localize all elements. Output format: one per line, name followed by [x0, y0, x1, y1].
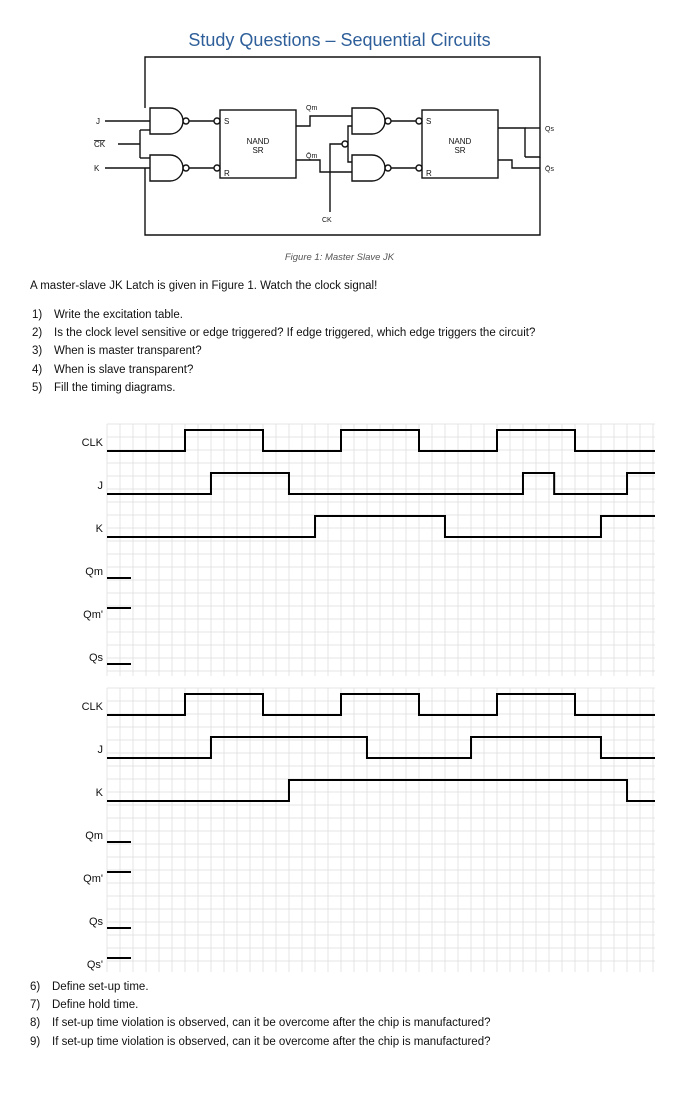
- signal-label: Qm': [83, 873, 103, 885]
- label-qs-bar: Q̄s: [545, 166, 554, 173]
- question-text: When is master transparent?: [54, 345, 202, 358]
- label-qm: Qm: [306, 105, 318, 112]
- timing-diagram-2: [0, 684, 679, 974]
- grid: [107, 424, 655, 676]
- question-number: 9): [30, 1035, 41, 1048]
- signal-label: J: [97, 480, 103, 492]
- page-title: Study Questions – Sequential Circuits: [188, 30, 491, 50]
- signal-label: J: [97, 744, 103, 756]
- grid: [107, 688, 655, 972]
- signal-label: CLK: [81, 437, 103, 449]
- question-number: 3): [32, 345, 43, 358]
- question-list-2: [30, 978, 491, 1051]
- waveform-clk: [107, 694, 655, 715]
- question-item: [32, 379, 535, 397]
- question-item: [32, 306, 535, 324]
- label-s2: S: [426, 117, 432, 126]
- intro-text: A master-slave JK Latch is given in Figure 1. Watch the clock signal!: [30, 280, 378, 292]
- slave-latch-label-line2: SR: [454, 146, 466, 155]
- question-list-1: [32, 306, 535, 397]
- label-ck-bottom: CK: [322, 217, 332, 224]
- slave-latch-label-line1: NAND: [448, 137, 472, 146]
- question-item: [30, 996, 491, 1014]
- question-number: 5): [32, 381, 43, 394]
- question-number: 7): [30, 999, 41, 1012]
- master-slave-jk-circuit: [0, 0, 679, 250]
- signal-label: K: [95, 787, 103, 799]
- question-number: 1): [32, 309, 43, 321]
- question-item: [30, 1033, 491, 1051]
- signal-label: Qs': [86, 959, 103, 971]
- question-number: 6): [30, 981, 41, 993]
- question-text: Define set-up time.: [52, 981, 149, 993]
- question-number: 4): [32, 363, 43, 376]
- master-latch-label-line2: SR: [252, 146, 264, 155]
- signal-label: Qs: [88, 652, 103, 664]
- signal-label: Qm: [85, 566, 103, 578]
- signal-label: Qs: [88, 916, 103, 928]
- label-qs: Qs: [545, 126, 554, 133]
- waveform-k: [107, 516, 655, 537]
- question-text: If set-up time violation is observed, can it be overcome after the chip is manufactured?: [52, 1035, 491, 1048]
- question-number: 2): [32, 327, 43, 340]
- question-text: Write the excitation table.: [54, 309, 183, 321]
- waveform-clk: [107, 430, 655, 451]
- figure-caption: Figure 1: Master Slave JK: [284, 252, 395, 263]
- signal-label: K: [95, 523, 103, 535]
- label-s1: S: [224, 117, 230, 126]
- question-text: Fill the timing diagrams.: [54, 381, 176, 394]
- label-k: K: [94, 164, 100, 173]
- signal-label: Qm': [83, 609, 103, 621]
- label-ck: CK: [94, 140, 106, 149]
- question-text: Define hold time.: [52, 999, 139, 1012]
- question-item: [30, 978, 491, 996]
- question-item: [32, 324, 535, 342]
- label-r1: R: [224, 169, 230, 178]
- master-latch-label-line1: NAND: [246, 137, 270, 146]
- label-r2: R: [426, 169, 432, 178]
- question-text: When is slave transparent?: [54, 363, 194, 376]
- label-qm-bar: Q̄m: [306, 153, 318, 160]
- label-j: J: [96, 117, 100, 126]
- signal-label: CLK: [81, 701, 103, 713]
- question-text: Is the clock level sensitive or edge triggered? If edge triggered, which edge triggers the circuit?: [54, 327, 536, 340]
- timing-diagram-1: [0, 420, 679, 678]
- question-item: [30, 1014, 491, 1032]
- question-number: 8): [30, 1017, 41, 1030]
- question-item: [32, 342, 535, 360]
- signal-label: Qm: [85, 830, 103, 842]
- waveform-k: [107, 780, 655, 801]
- question-item: [32, 361, 535, 379]
- question-text: If set-up time violation is observed, can it be overcome after the chip is manufactured?: [52, 1017, 491, 1030]
